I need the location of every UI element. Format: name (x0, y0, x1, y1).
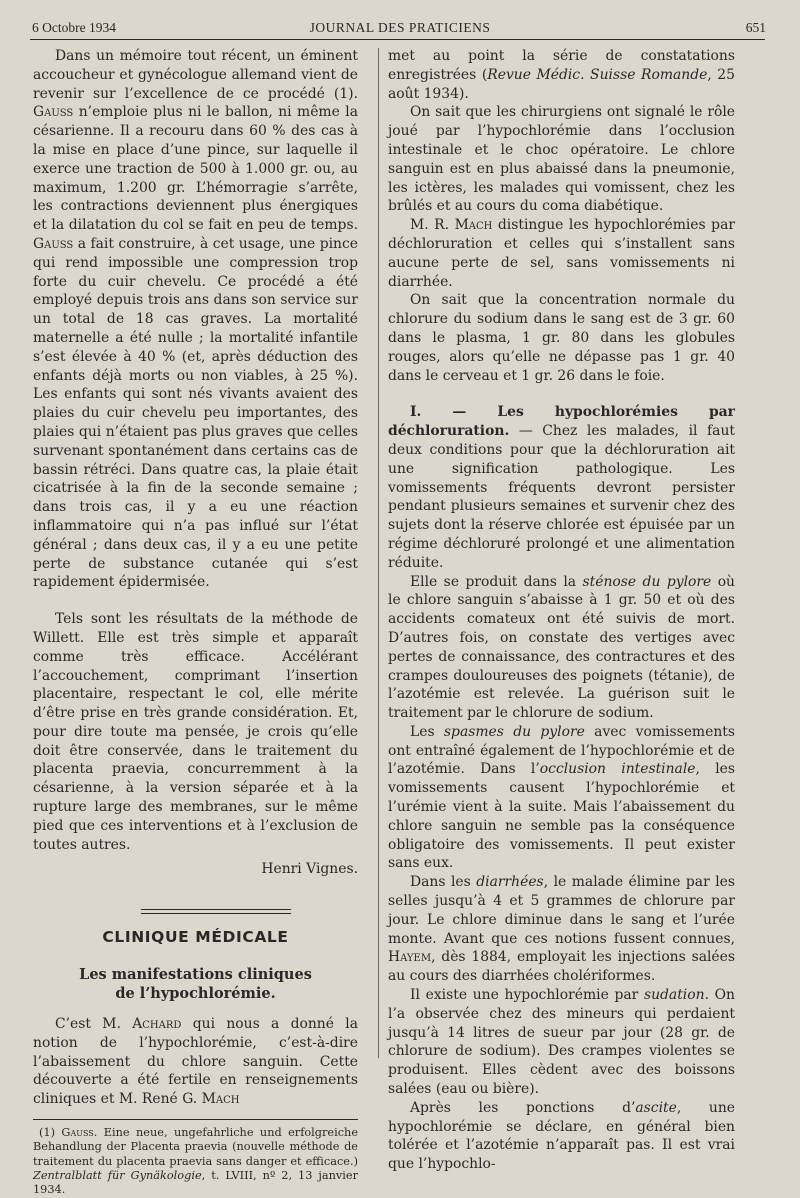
left-column (33, 47, 358, 1198)
signature: Henri Vignes. (261, 861, 358, 878)
paragraph-ascite: Après les ponctions d’ascite, une hypochlorémie se déclare, en général bien tolérée et l’azotémie n’apparaît pas. Il est vrai que l’hypochlo- (388, 1099, 735, 1173)
paragraph-mach: M. R. Mach distingue les hypochlorémies par déchloruration et celles qui s’installent sans aucune perte de sel, sans vomissements ni diarrhée. (388, 217, 735, 290)
footnote: (1) Gauss. Eine neue, ungefahrliche und erfolgreiche Behandlung der Placenta praevia (nouvelle méthode de traitement du placenta praevia sans danger et efficace.) Zentralblatt für Gynäkologie, t. LVIII, nº 2, 13 janvier 1934. (33, 1126, 359, 1197)
paragraph-section-1: I. — Les hypochlorémies par déchloruration. — Chez les malades, il faut deux conditions pour que la déchloruration ait une signification pathologique. Les vomissements fréquents devront persister pendant plusieurs semaines et survenir chez des sujets dont la réserve chlorée est épuisée par un régime déchloruré prolongé et une alimentation réduite. (388, 404, 735, 571)
paragraph-spasmes: Les spasmes du pylore avec vomissements ont entraîné également de l’hypochlorémie et de l’azotémie. Dans l’occlusion intestinale, les vomissements causent l’hypochlorémie et l’urémie vient à la suite. Mais l’abaissement du chlore sanguin ne semble pas la conséquence obligatoire des vomissements. Il peut exister sans eux. (388, 723, 736, 872)
author-name: Hayem (388, 949, 432, 966)
right-column (388, 47, 735, 1174)
paragraph-sudation: Il existe une hypochlorémie par sudation. On l’a observée chez des mineurs qui perdaient jusqu’à 14 litres de sueur par jour (28 gr. de chlorure de sodium). Des crampes violentes se produisent. Elles cèdent avec des boissons salées (eau ou bière). (388, 987, 735, 1098)
paragraph-gauss-method: Dans un mémoire tout récent, un éminent accoucheur et gynécologue allemand vient de revenir sur l’excellence de ce procédé (1). Gauss n’emploie plus ni le ballon, ni même la césarienne. Il a recouru dans 60 % des cas à la mise en place d’une pince, sur laquelle il exerce une traction de 500 à 1.000 gr. ou, au maximum, 1.200 gr. L’hémorragie s’arrête, les contractions deviennent plus énergiques et la dilatation du col se fait en peu de temps. Gauss a fait construire, à cet usage, une pince qui rend impossible une compression trop forte du cuir chevelu. Ce procédé a été employé depuis trois ans dans son service sur un total de 18 cas graves. La mortalité maternelle a été nulle ; la mortalité infantile s’est élevée à 40 % (et, après déduction des enfants déjà morts ou non viables, à 25 %). Les enfants qui sont nés vivants avaient des plaies du cuir chevelu peu importantes, des plaies qui n’étaient pas plus graves que celles survenant spontanément dans certains cas de bassin rétréci. Dans quatre cas, la plaie était cicatrisée à la fin de la seconde semaine ; dans trois cas, il y a eu une réaction inflammatoire qui n’a pas influé sur l’état général ; dans deux cas, il y a eu une petite perte de substance cutanée qui s’est rapidement épidermisée. (33, 48, 358, 591)
article-title: Les manifestations cliniques de l’hypochlorémie. (79, 966, 312, 1003)
paragraph-continuation: met au point la série de constatations enregistrées (Revue Médic. Suisse Romande, 25 août 1934). (388, 48, 735, 102)
running-header (30, 18, 770, 38)
header-journal-title: JOURNAL DES PRATICIENS (309, 20, 491, 35)
footnote-rule (33, 1119, 358, 1120)
author-name: Achard (132, 1016, 182, 1033)
paragraph-conclusion: Tels sont les résultats de la méthode de Willett. Elle est très simple et apparaît comme très efficace. Accélérant l’accouchement, comprimant l’insertion placentaire, respectant le col, elle mérite d’être prise en très grande considération. Et, pour dire toute ma pensée, je crois qu’elle doit être conservée, dans le traitement du placenta praevia, concurremment à la césarienne, à la version séparée et à la rupture large des membranes, sur le même pied que ces interventions et à l’exclusion de toutes autres. (33, 611, 358, 853)
header-date: 6 Octobre 1934 (32, 20, 116, 35)
author-name: Gauss (33, 235, 74, 252)
section-ornament (141, 909, 291, 914)
column-divider (378, 48, 379, 1058)
author-name: Mach (454, 217, 493, 234)
paragraph-stenose: Elle se produit dans la sténose du pylore où le chlore sanguin s’abaisse à 1 gr. 50 et où des accidents comateux ont été suivis de mort. D’autres fois, on constate des vertiges avec pertes de connaissance, des contractures et des crampes douloureuses des poignets (tétanie), de l’azotémie est relevée. La guérison suit le traitement par le chlorure de sodium. (388, 573, 735, 722)
paragraph-intro: C’est M. Achard qui nous a donné la notion de l’hypochlorémie, c’est-à-dire l’abaissement du chlore sanguin. Cette découverte a été fertile en renseignements cliniques et M. René G. Mach (33, 1016, 358, 1108)
paragraph-concentration: On sait que la concentration normale du chlorure du sodium dans le sang est de 3 gr. 60 dans le plasma, 1 gr. 80 dans les globules rouges, alors qu’elle ne dépasse pas 1 gr. 40 dans le cerveau et 1 gr. 26 dans le foie. (388, 292, 735, 384)
author-name: Mach (201, 1091, 240, 1108)
section-heading: CLINIQUE MÉDICALE (102, 928, 289, 947)
author-name: Gauss (33, 104, 74, 121)
header-rule (30, 39, 765, 40)
page-number: 651 (745, 20, 766, 35)
subsection-heading: I. — Les hypochlorémies par déchloruration. (388, 404, 735, 440)
paragraph-diarrhees: Dans les diarrhées, le malade élimine par les selles jusqu’à 4 et 5 grammes de chlorure par jour. Le chlore diminue dans le sang et l’urée monte. Avant que ces notions fussent connues, Hayem, dès 1884, employait les injections salées au cours des diarrhées cholériformes. (388, 874, 735, 985)
paragraph-surgeons: On sait que les chirurgiens ont signalé le rôle joué par l’hypochlorémie dans l’occlusion intestinale et le choc opératoire. Le chlore sanguin est en plus abaissé dans la pneumonie, les ictères, les malades qui vomissent, chez les brûlés et au cours du coma diabétique. (388, 104, 735, 215)
